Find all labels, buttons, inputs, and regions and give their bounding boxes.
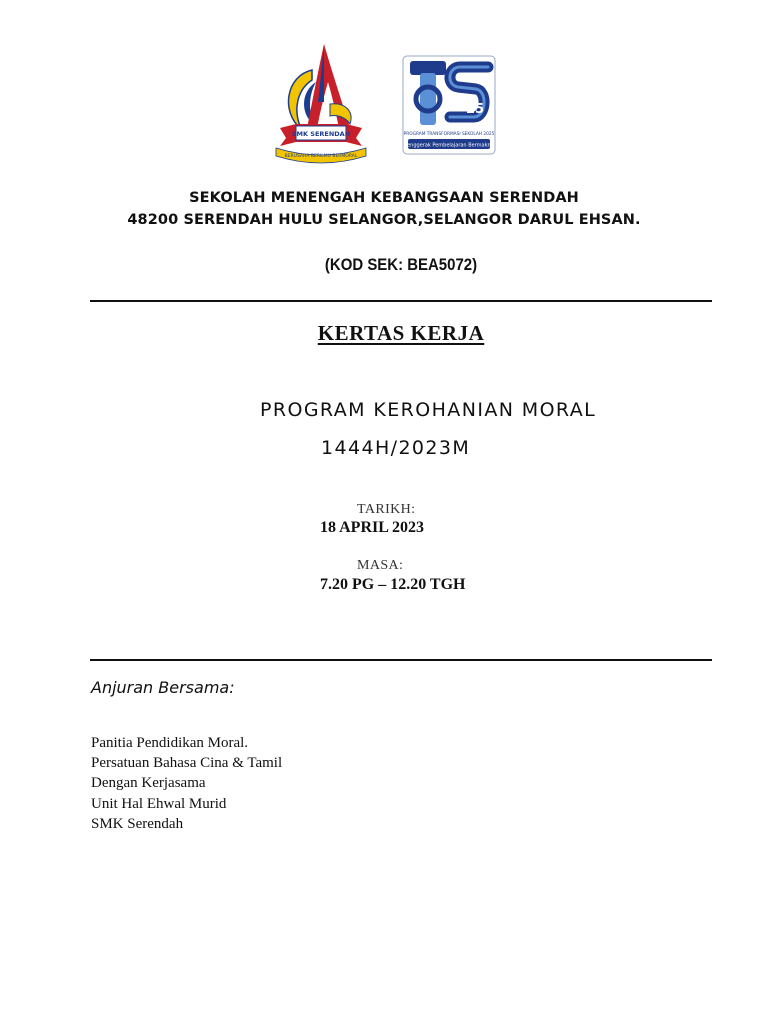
time-value: 7.20 PG – 12.20 TGH [320,576,466,593]
organizers-heading: Anjuran Bersama: [91,678,235,697]
list-item: SMK Serendah [91,815,184,832]
program-year: 1444H/2023M [321,437,471,459]
school-address: 48200 SERENDAH HULU SELANGOR,SELANGOR DARUL EHSAN. [127,212,641,228]
svg-text:25: 25 [465,102,485,117]
svg-text:BERUSAHA BERILMU BERMORAL: BERUSAHA BERILMU BERMORAL [284,154,358,159]
program-name: PROGRAM KEROHANIAN MORAL [260,399,597,421]
list-item: Persatuan Bahasa Cina & Tamil [91,755,283,772]
ts25-program-logo-icon [402,55,496,155]
svg-text:PROGRAM TRANSFORMASI SEKOLAH 2: PROGRAM TRANSFORMASI SEKOLAH 2025 [403,132,495,137]
document-title: KERTAS KERJA [317,321,485,345]
list-item: Unit Hal Ehwal Murid [91,795,227,812]
school-crest-icon [272,42,370,164]
school-code: (KOD SEK: BEA5072) [324,255,478,274]
top-divider [90,300,712,302]
date-value: 18 APRIL 2023 [320,519,425,536]
time-label: MASA: [357,558,404,573]
school-name: SEKOLAH MENENGAH KEBANGSAAN SERENDAH [189,190,579,206]
svg-text:SMK SERENDAH: SMK SERENDAH [291,130,351,138]
bottom-divider [90,659,712,661]
list-item: Dengan Kerjasama [91,775,206,792]
list-item: Panitia Pendidikan Moral. [91,735,249,751]
svg-text:Penggerak Pembelajaran Bermakn: Penggerak Pembelajaran Bermakna [404,142,494,149]
organizers-list [91,733,282,834]
date-label: TARIKH: [357,502,416,517]
